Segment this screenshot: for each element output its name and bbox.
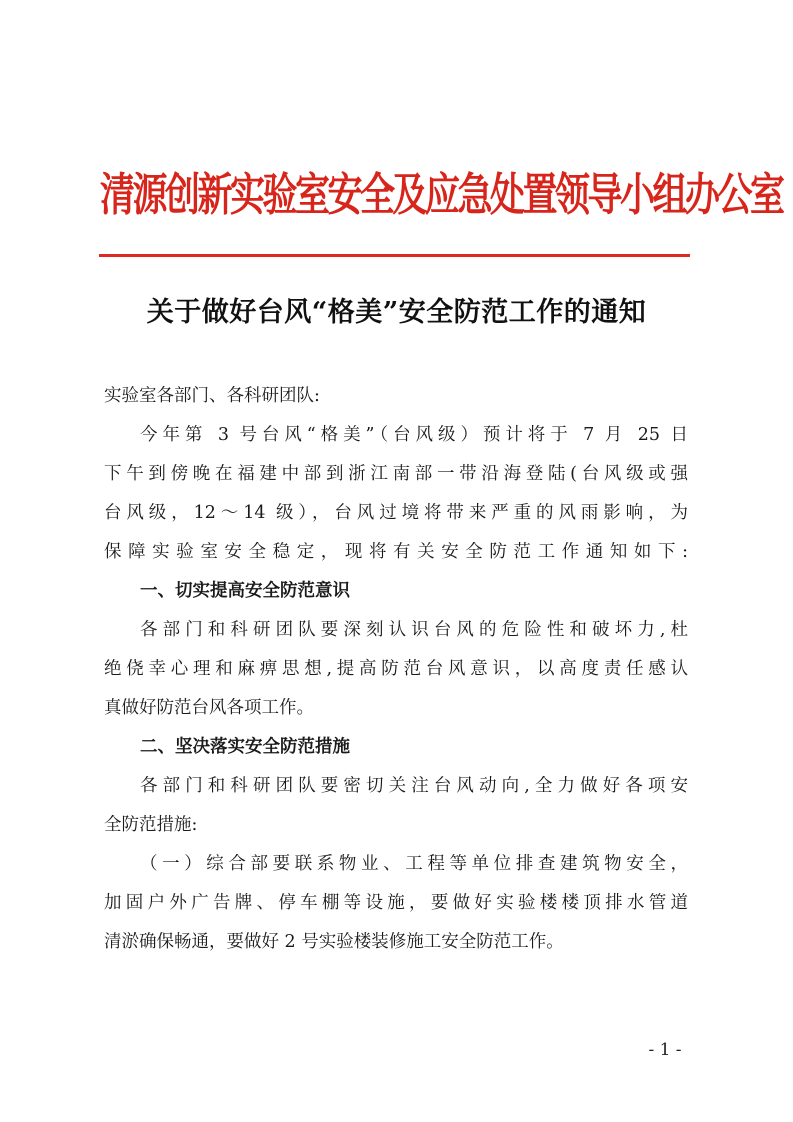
paragraph-line: 绝侥幸心理和麻痹思想,提高防范台风意识，以高度责任感认 (104, 659, 688, 679)
section-heading: 一、切实提高安全防范意识 (140, 581, 350, 601)
paragraph-line: 各部门和科研团队要深刻认识台风的危险性和破坏力,杜 (140, 620, 688, 640)
paragraph-line: 台风级，12～14 级），台风过境将带来严重的风雨影响，为 (104, 503, 688, 523)
organization-header: 清源创新实验室安全及应急处置领导小组办公室 (100, 170, 783, 222)
paragraph-line: 加固户外广告牌、停车棚等设施，要做好实验楼楼顶排水管道 (104, 893, 688, 913)
paragraph-line: （一）综合部要联系物业、工程等单位排查建筑物安全， (140, 854, 688, 874)
paragraph-line: 清淤确保畅通，要做好 2 号实验楼装修施工安全防范工作。 (104, 932, 564, 952)
paragraph-line: 保障实验室安全稳定，现将有关安全防范工作通知如下: (104, 542, 688, 562)
paragraph-line: 各部门和科研团队要密切关注台风动向,全力做好各项安 (140, 776, 688, 796)
red-divider-line (99, 254, 690, 257)
paragraph-line: 全防范措施: (104, 815, 198, 835)
page-number: - 1 - (648, 1040, 682, 1060)
section-heading: 二、坚决落实安全防范措施 (140, 737, 350, 757)
paragraph-line: 真做好防范台风各项工作。 (104, 698, 314, 718)
document-title: 关于做好台风“格美”安全防范工作的通知 (146, 297, 647, 328)
paragraph-line: 下午到傍晚在福建中部到浙江南部一带沿海登陆(台风级或强 (104, 464, 688, 484)
salutation: 实验室各部门、各科研团队: (104, 386, 320, 406)
paragraph-line: 今年第 3 号台风“格美”（台风级）预计将于 7 月 25 日 (140, 425, 688, 445)
